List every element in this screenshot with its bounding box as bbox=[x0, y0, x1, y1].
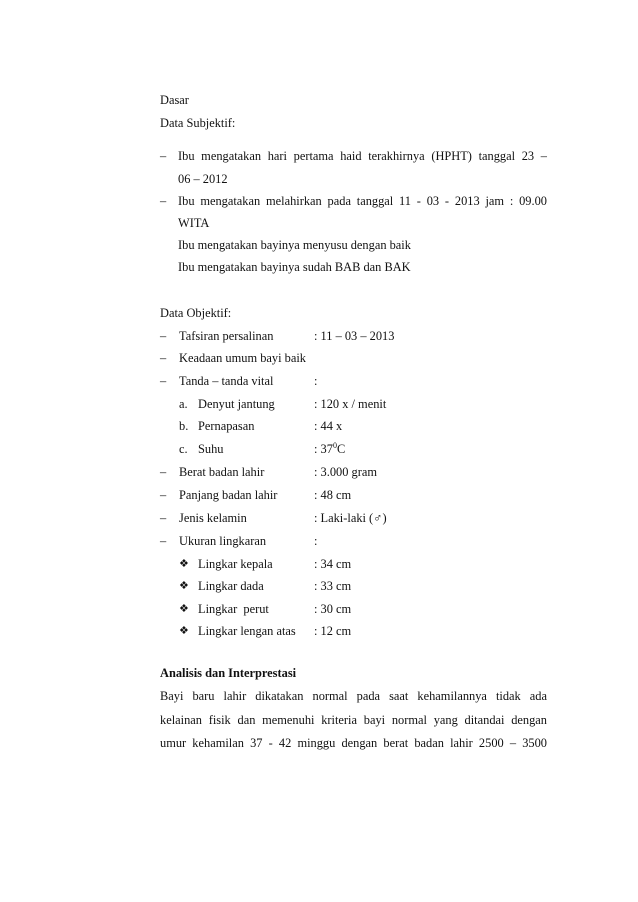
vital-letter: b. bbox=[179, 419, 189, 433]
vital-label: Pernapasan bbox=[198, 419, 255, 433]
subjective-item-1-line-1: Ibu mengatakan hari pertama haid terakhirnya (HPHT) tanggal 23 – bbox=[178, 149, 547, 163]
vital-label: Denyut jantung bbox=[198, 397, 275, 411]
vital-letter: a. bbox=[179, 397, 188, 411]
list-dash: – bbox=[160, 488, 167, 502]
suhu-value-degree: 0 bbox=[332, 441, 337, 450]
suhu-value-suffix: C bbox=[336, 442, 346, 456]
list-dash: – bbox=[160, 194, 167, 208]
list-dash: – bbox=[160, 534, 167, 548]
lingkar-label: Lingkar kepala bbox=[198, 557, 273, 571]
list-dash: – bbox=[160, 465, 167, 479]
heading-data-objektif: Data Objektif: bbox=[160, 306, 232, 320]
jenis-kelamin-label: Jenis kelamin bbox=[179, 511, 247, 525]
keadaan-label: Keadaan umum bayi baik bbox=[179, 351, 306, 365]
tafsiran-value: : 11 – 03 – 2013 bbox=[314, 329, 395, 343]
diamond-bullet-icon: ❖ bbox=[179, 558, 189, 570]
suhu-value-prefix: : 37 bbox=[314, 442, 333, 456]
diamond-bullet-icon: ❖ bbox=[179, 580, 189, 592]
lingkar-label: Lingkar lengan atas bbox=[198, 624, 296, 638]
vital-value-suhu bbox=[314, 441, 345, 457]
subjective-item-2-line-1: Ibu mengatakan melahirkan pada tanggal 11 - 03 - 2013 jam : 09.00 bbox=[178, 194, 547, 208]
list-dash: – bbox=[160, 351, 167, 365]
vital-letter: c. bbox=[179, 442, 188, 456]
subjective-item-3: Ibu mengatakan bayinya menyusu dengan baik bbox=[178, 238, 411, 252]
ukuran-colon: : bbox=[314, 534, 318, 548]
lingkar-value: : 34 cm bbox=[314, 557, 352, 571]
vital-label: Suhu bbox=[198, 442, 224, 456]
lingkar-value: : 33 cm bbox=[314, 579, 352, 593]
list-dash: – bbox=[160, 329, 167, 343]
lingkar-label: Lingkar dada bbox=[198, 579, 264, 593]
subjective-item-2-line-2: WITA bbox=[178, 216, 210, 230]
heading-dasar: Dasar bbox=[160, 93, 189, 107]
pbl-label: Panjang badan lahir bbox=[179, 488, 278, 502]
vital-value: : 120 x / menit bbox=[314, 397, 387, 411]
diamond-bullet-icon: ❖ bbox=[179, 625, 189, 637]
pbl-value: : 48 cm bbox=[314, 488, 352, 502]
ttv-label: Tanda – tanda vital bbox=[179, 374, 274, 388]
analisis-paragraph-line-2: kelainan fisik dan memenuhi kriteria bayi normal yang ditandai dengan bbox=[160, 713, 547, 727]
lingkar-value: : 30 cm bbox=[314, 602, 352, 616]
ukuran-label: Ukuran lingkaran bbox=[179, 534, 267, 548]
heading-data-subjektif: Data Subjektif: bbox=[160, 116, 236, 130]
tafsiran-label: Tafsiran persalinan bbox=[179, 329, 274, 343]
subjective-item-1-line-2: 06 – 2012 bbox=[178, 172, 228, 186]
list-dash: – bbox=[160, 149, 167, 163]
diamond-bullet-icon: ❖ bbox=[179, 603, 189, 615]
list-dash: – bbox=[160, 374, 167, 388]
subjective-item-4: Ibu mengatakan bayinya sudah BAB dan BAK bbox=[178, 260, 411, 274]
bbl-value: : 3.000 gram bbox=[314, 465, 377, 479]
list-dash: – bbox=[160, 511, 167, 525]
analisis-paragraph-line-3: umur kehamilan 37 - 42 minggu dengan berat badan lahir 2500 – 3500 bbox=[160, 736, 547, 750]
jenis-kelamin-value: : Laki-laki (♂) bbox=[314, 511, 387, 525]
lingkar-label: Lingkar perut bbox=[198, 602, 269, 616]
vital-value: : 44 x bbox=[314, 419, 343, 433]
lingkar-value: : 12 cm bbox=[314, 624, 352, 638]
heading-analisis: Analisis dan Interprestasi bbox=[160, 666, 297, 680]
analisis-paragraph-line-1: Bayi baru lahir dikatakan normal pada saat kehamilannya tidak ada bbox=[160, 689, 547, 703]
bbl-label: Berat badan lahir bbox=[179, 465, 265, 479]
ttv-colon: : bbox=[314, 374, 318, 388]
